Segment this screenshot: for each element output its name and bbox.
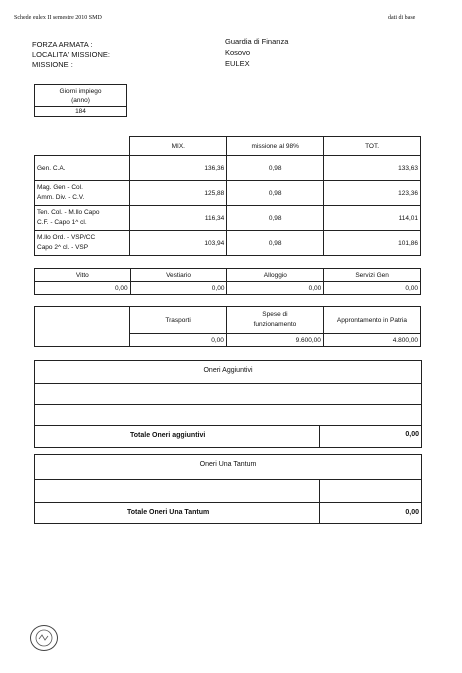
table-row [35, 156, 421, 181]
document-header-left: Schede eulex II semestre 2010 SMD [14, 15, 102, 21]
oneri-aggiuntivi-total-value: 0,00 [405, 431, 419, 438]
rates-empty-corner [35, 137, 130, 156]
stamp-icon [30, 625, 58, 651]
spese-col-trasporti: Trasporti [130, 307, 227, 334]
rate-label [35, 181, 130, 206]
cost-vitto-value: 0,00 [35, 282, 131, 295]
oneri-aggiuntivi-title: Oneri Aggiuntivi [203, 367, 253, 374]
rate-missione: 0,98 [227, 206, 324, 231]
rate-mix: 136,36 [130, 156, 227, 181]
oneri-una-tantum-total-label: Totale Oneri Una Tantum [127, 509, 210, 516]
rate-tot: 123,36 [324, 181, 421, 206]
rate-label [35, 206, 130, 231]
missione-label: MISSIONE : [32, 60, 73, 69]
cost-col-alloggio: Alloggio [227, 269, 324, 282]
cost-servizi-gen-value: 0,00 [324, 282, 421, 295]
oneri-una-tantum-total-value: 0,00 [405, 509, 419, 516]
divider [35, 479, 421, 480]
rate-label [35, 156, 130, 181]
document-header-right: dati di base [388, 15, 416, 21]
rate-missione: 0,98 [227, 156, 324, 181]
spese-col-approntamento: Approntamento in Patria [323, 307, 420, 334]
rates-col-tot: TOT. [324, 137, 421, 156]
oneri-una-tantum-box [34, 454, 422, 524]
spese-empty-cell [35, 307, 130, 334]
giorni-label-line1: Giorni impiego [59, 87, 102, 95]
rate-mix: 116,34 [130, 206, 227, 231]
stamp-graphic [31, 626, 57, 650]
rates-col-missione: missione al 98% [227, 137, 324, 156]
spese-approntamento-value: 4.800,00 [323, 334, 420, 347]
divider [35, 425, 421, 426]
spese-col-funz-line1: Spese di [262, 311, 288, 318]
table-row [35, 206, 421, 231]
cost-col-servizi-gen: Servizi Gen [324, 269, 421, 282]
oneri-una-tantum-title: Oneri Una Tantum [199, 461, 257, 468]
spese-table [34, 306, 421, 347]
rate-missione: 0,98 [227, 181, 324, 206]
rate-tot: 101,86 [324, 231, 421, 256]
cost-col-vitto: Vitto [35, 269, 131, 282]
spese-trasporti-value: 0,00 [130, 334, 227, 347]
oneri-aggiuntivi-total-label: Totale Oneri aggiuntivi [130, 432, 206, 439]
spese-funzionamento-value: 9.600,00 [226, 334, 323, 347]
giorni-label-line2: (anno) [71, 96, 90, 104]
cost-col-vestiario: Vestiario [130, 269, 227, 282]
cost-vestiario-value: 0,00 [130, 282, 227, 295]
rate-label-line1: Mag. Gen - Col. [37, 184, 83, 191]
rate-label-line2: C.F. - Capo 1^ cl. [37, 219, 87, 226]
cost-alloggio-value: 0,00 [227, 282, 324, 295]
spese-empty-cell [35, 334, 130, 347]
rate-mix: 125,88 [130, 181, 227, 206]
forza-armata-label: FORZA ARMATA : [32, 40, 93, 49]
missione-value: EULEX [225, 59, 250, 68]
spese-col-funz-line2: funzionamento [253, 321, 297, 328]
costs-table [34, 268, 421, 295]
giorni-impiego-table [34, 84, 127, 117]
rate-label-line2: Capo 2^ cl. - VSP [37, 244, 89, 251]
localita-missione-value: Kosovo [225, 48, 251, 57]
spese-col-funzionamento [226, 307, 323, 334]
oneri-aggiuntivi-box [34, 360, 422, 448]
forza-armata-value: Guardia di Finanza [225, 37, 289, 46]
table-row [35, 181, 421, 206]
giorni-impiego-label [35, 85, 127, 107]
rate-label-line1: Gen. C.A. [37, 164, 66, 172]
table-row [35, 231, 421, 256]
divider [319, 479, 320, 523]
divider [35, 383, 421, 384]
divider [319, 425, 320, 447]
rate-mix: 103,94 [130, 231, 227, 256]
rate-missione: 0,98 [227, 231, 324, 256]
localita-missione-label: LOCALITA' MISSIONE: [32, 50, 110, 59]
rate-tot: 114,01 [324, 206, 421, 231]
giorni-impiego-value: 184 [35, 107, 127, 117]
rates-table [34, 136, 421, 256]
rate-label [35, 231, 130, 256]
divider [35, 404, 421, 405]
rate-label-line2: Amm. Div. - C.V. [37, 194, 85, 201]
rate-tot: 133,63 [324, 156, 421, 181]
rate-label-line1: Ten. Col. - M.llo Capo [37, 209, 100, 216]
rate-label-line1: M.llo Ord. - VSP/CC [37, 234, 96, 241]
rates-col-mix: MIX. [130, 137, 227, 156]
divider [35, 502, 421, 503]
